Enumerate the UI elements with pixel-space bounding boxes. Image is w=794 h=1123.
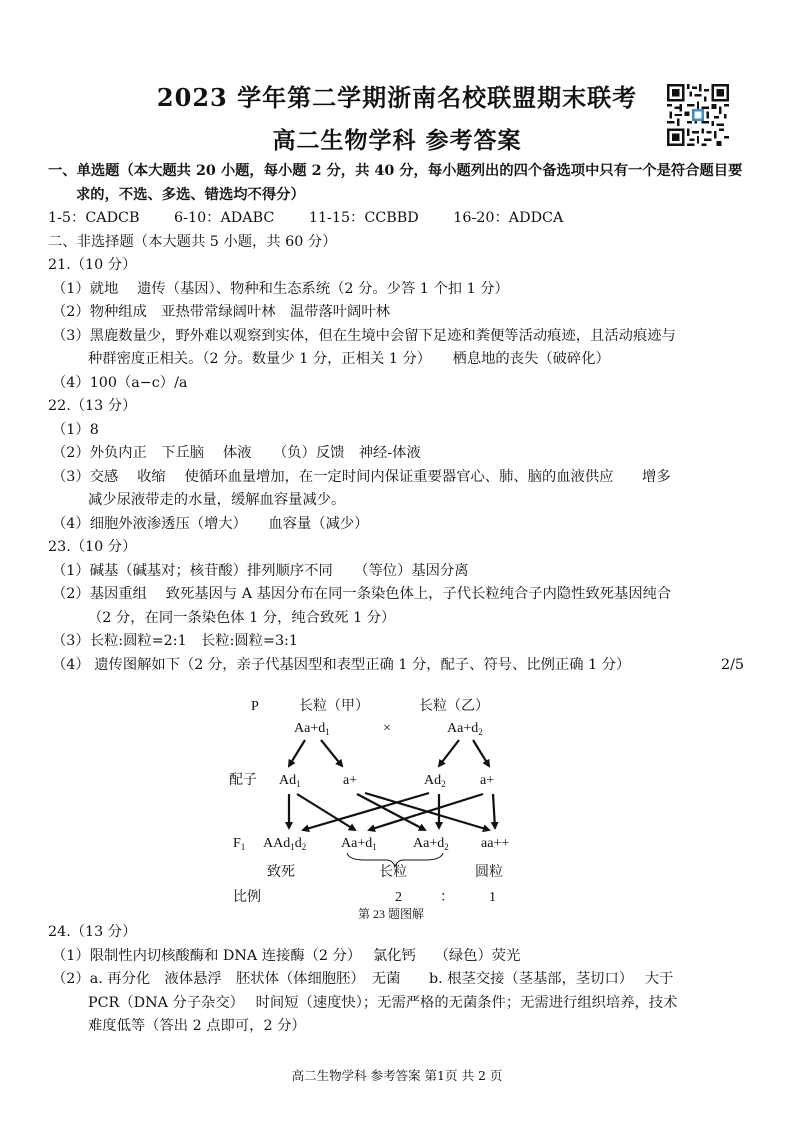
mc-answer-6-10: 6-10：ADABC [174, 210, 275, 226]
q23-answer-2: （2）基因重组 致死基因与 A 基因分布在同一条染色体上，子代长粒纯合子内隐性致死基因纯合 [52, 586, 672, 602]
mc-answer-11-15: 11-15：CCBBD [308, 210, 419, 226]
parent1-phenotype: 长粒（甲） [299, 699, 369, 714]
gamete-a-plus-1: a+ [343, 773, 358, 788]
f1-label: $F_1$ [233, 836, 246, 852]
arrow-a2-aa-plus-plus [493, 794, 495, 828]
q24-answer-2-cont2: 难度低等（答出 2 点即可，2 分） [88, 1018, 306, 1034]
q24-answer-2-cont: PCR（DNA 分子杂交） 时间短（速度快）；无需严格的无菌条件；无需进行组织培养，技术 [88, 994, 678, 1011]
q22-answer-3: （3）交感 收缩 使循环血量增加，在一定时间内保证重要器官心、肺、脑的血液供应 增多 [52, 468, 671, 485]
offspring-aa-plus-plus: aa++ [481, 836, 510, 851]
q21-answer-2: （2）物种组成 亚热带常绿阔叶林 温带落叶阔叶林 [52, 304, 390, 320]
q23-answer-3: （3）长粒:圆粒=2:1 长粒:圆粒=3:1 [52, 633, 298, 649]
arrow-ad1-aa-plus-d1 [297, 794, 355, 830]
offspring-aa-plus-d2: $Aa+d_2$ [413, 836, 449, 852]
q24-title: 24.（13 分） [48, 924, 137, 940]
q22-answer-1: （1）8 [52, 421, 99, 438]
ratio-label: 比例 [233, 890, 261, 905]
mc-answer-1-5: 1-5：CADCB [48, 210, 140, 226]
phenotype-round: 圆粒 [475, 865, 503, 880]
diagram-caption: 第 23 题图解 [358, 907, 425, 921]
q23-answer-2-cont: （2 分，在同一条染色体 1 分，纯合致死 1 分） [88, 609, 396, 626]
ratio-round: 1 [489, 890, 496, 905]
phenotype-long: 长粒 [379, 865, 407, 880]
gamete-ad2: $Ad_2$ [424, 773, 446, 789]
ratio-colon: ： [440, 890, 454, 905]
q24-answer-2: （2）a. 再分化 液体悬浮 胚状体（体细胞胚） 无菌 b. 根茎交接（茎基部，茎切口） 大于 [52, 971, 674, 987]
arrow-p2-a-plus [473, 740, 489, 766]
gamete-a-plus-2: a+ [480, 773, 495, 788]
q22-answer-3-cont: 减少尿液带走的水量，缓解血容量减少。 [88, 492, 346, 508]
offspring-aad1d2: $AAd_1d_2$ [263, 836, 307, 852]
qr-code-icon [667, 84, 729, 146]
q21-answer-3-cont: 种群密度正相关。（2 分。数量少 1 分，正相关 1 分） 栖息地的丧失（破碎化） [88, 351, 610, 367]
arrow-p1-a-plus [321, 740, 342, 766]
answer-content [48, 160, 744, 677]
q23-answer-1: （1）碱基（碱基对；核苷酸）排列顺序不同 （等位）基因分离 [52, 562, 469, 579]
q24-answer-1: （1）限制性内切核酸酶和 DNA 连接酶（2 分） 氯化钙 （绿色）荧光 [52, 947, 521, 964]
q22-title: 22.（13 分） [48, 398, 137, 414]
q23-title: 23.（10 分） [48, 539, 137, 555]
p-label: P [251, 699, 259, 714]
q21-title: 21.（10 分） [48, 257, 137, 273]
q21-answer-1: （1）就地 遗传（基因）、物种和生态系统（2 分。少答 1 个扣 1 分） [52, 280, 509, 297]
gamete-ad1: $Ad_1$ [279, 773, 301, 789]
arrow-p1-ad1 [289, 740, 305, 766]
q23-answer-4-ratio: 2/5 [720, 656, 744, 673]
exam-subtitle: 高二生物学科 参考答案 [272, 127, 522, 154]
mc-answers [48, 207, 744, 231]
q21-answer-3: （3）黑鹿数量少，野外难以观察到实体，但在生境中会留下足迹和粪便等活动痕迹，且活动痕迹与 [52, 327, 676, 344]
arrow-p2-ad2 [439, 740, 459, 766]
parent2-phenotype: 长粒（乙） [419, 699, 489, 714]
parent2-genotype: $Aa+d_2$ [447, 721, 483, 737]
q24-block [48, 921, 744, 1039]
q23-answer-4 [52, 654, 744, 678]
q21-answer-4: （4）100（a−c）/a [52, 374, 188, 391]
section1-heading: 一、单选题（本大题共 20 小题，每小题 2 分，共 40 分，每小题列出的四个备选项中只有一个是符合题目要求的，不选、多选、错选均不得分） [48, 163, 743, 203]
q22-answer-2: （2）外负内正 下丘脑 体液 （负）反馈 神经-体液 [52, 445, 421, 461]
gamete-label: 配子 [229, 773, 257, 788]
page-footer: 高二生物学科 参考答案 第1页 共 2 页 [291, 1068, 503, 1083]
genetic-cross-diagram [225, 690, 535, 925]
parent1-genotype: $Aa+d_1$ [294, 721, 330, 737]
phenotype-lethal: 致死 [267, 865, 295, 880]
section2-heading: 二、非选择题（本大题共 5 小题，共 60 分） [48, 233, 337, 250]
mc-answer-16-20: 16-20：ADDCA [453, 210, 564, 226]
ratio-long: 2 [395, 890, 402, 905]
q22-answer-4: （4）细胞外液渗透压（增大） 血容量（减少） [52, 515, 369, 532]
offspring-aa-plus-d1: $Aa+d_1$ [341, 836, 377, 852]
exam-title: 2023 学年第二学期浙南名校联盟期末联考 [156, 83, 638, 112]
q23-answer-4-text: （4） 遗传图解如下（2 分，亲子代基因型和表型正确 1 分，配子、符号、比例正确 1 分） [52, 656, 631, 673]
cross-symbol: × [383, 721, 391, 736]
